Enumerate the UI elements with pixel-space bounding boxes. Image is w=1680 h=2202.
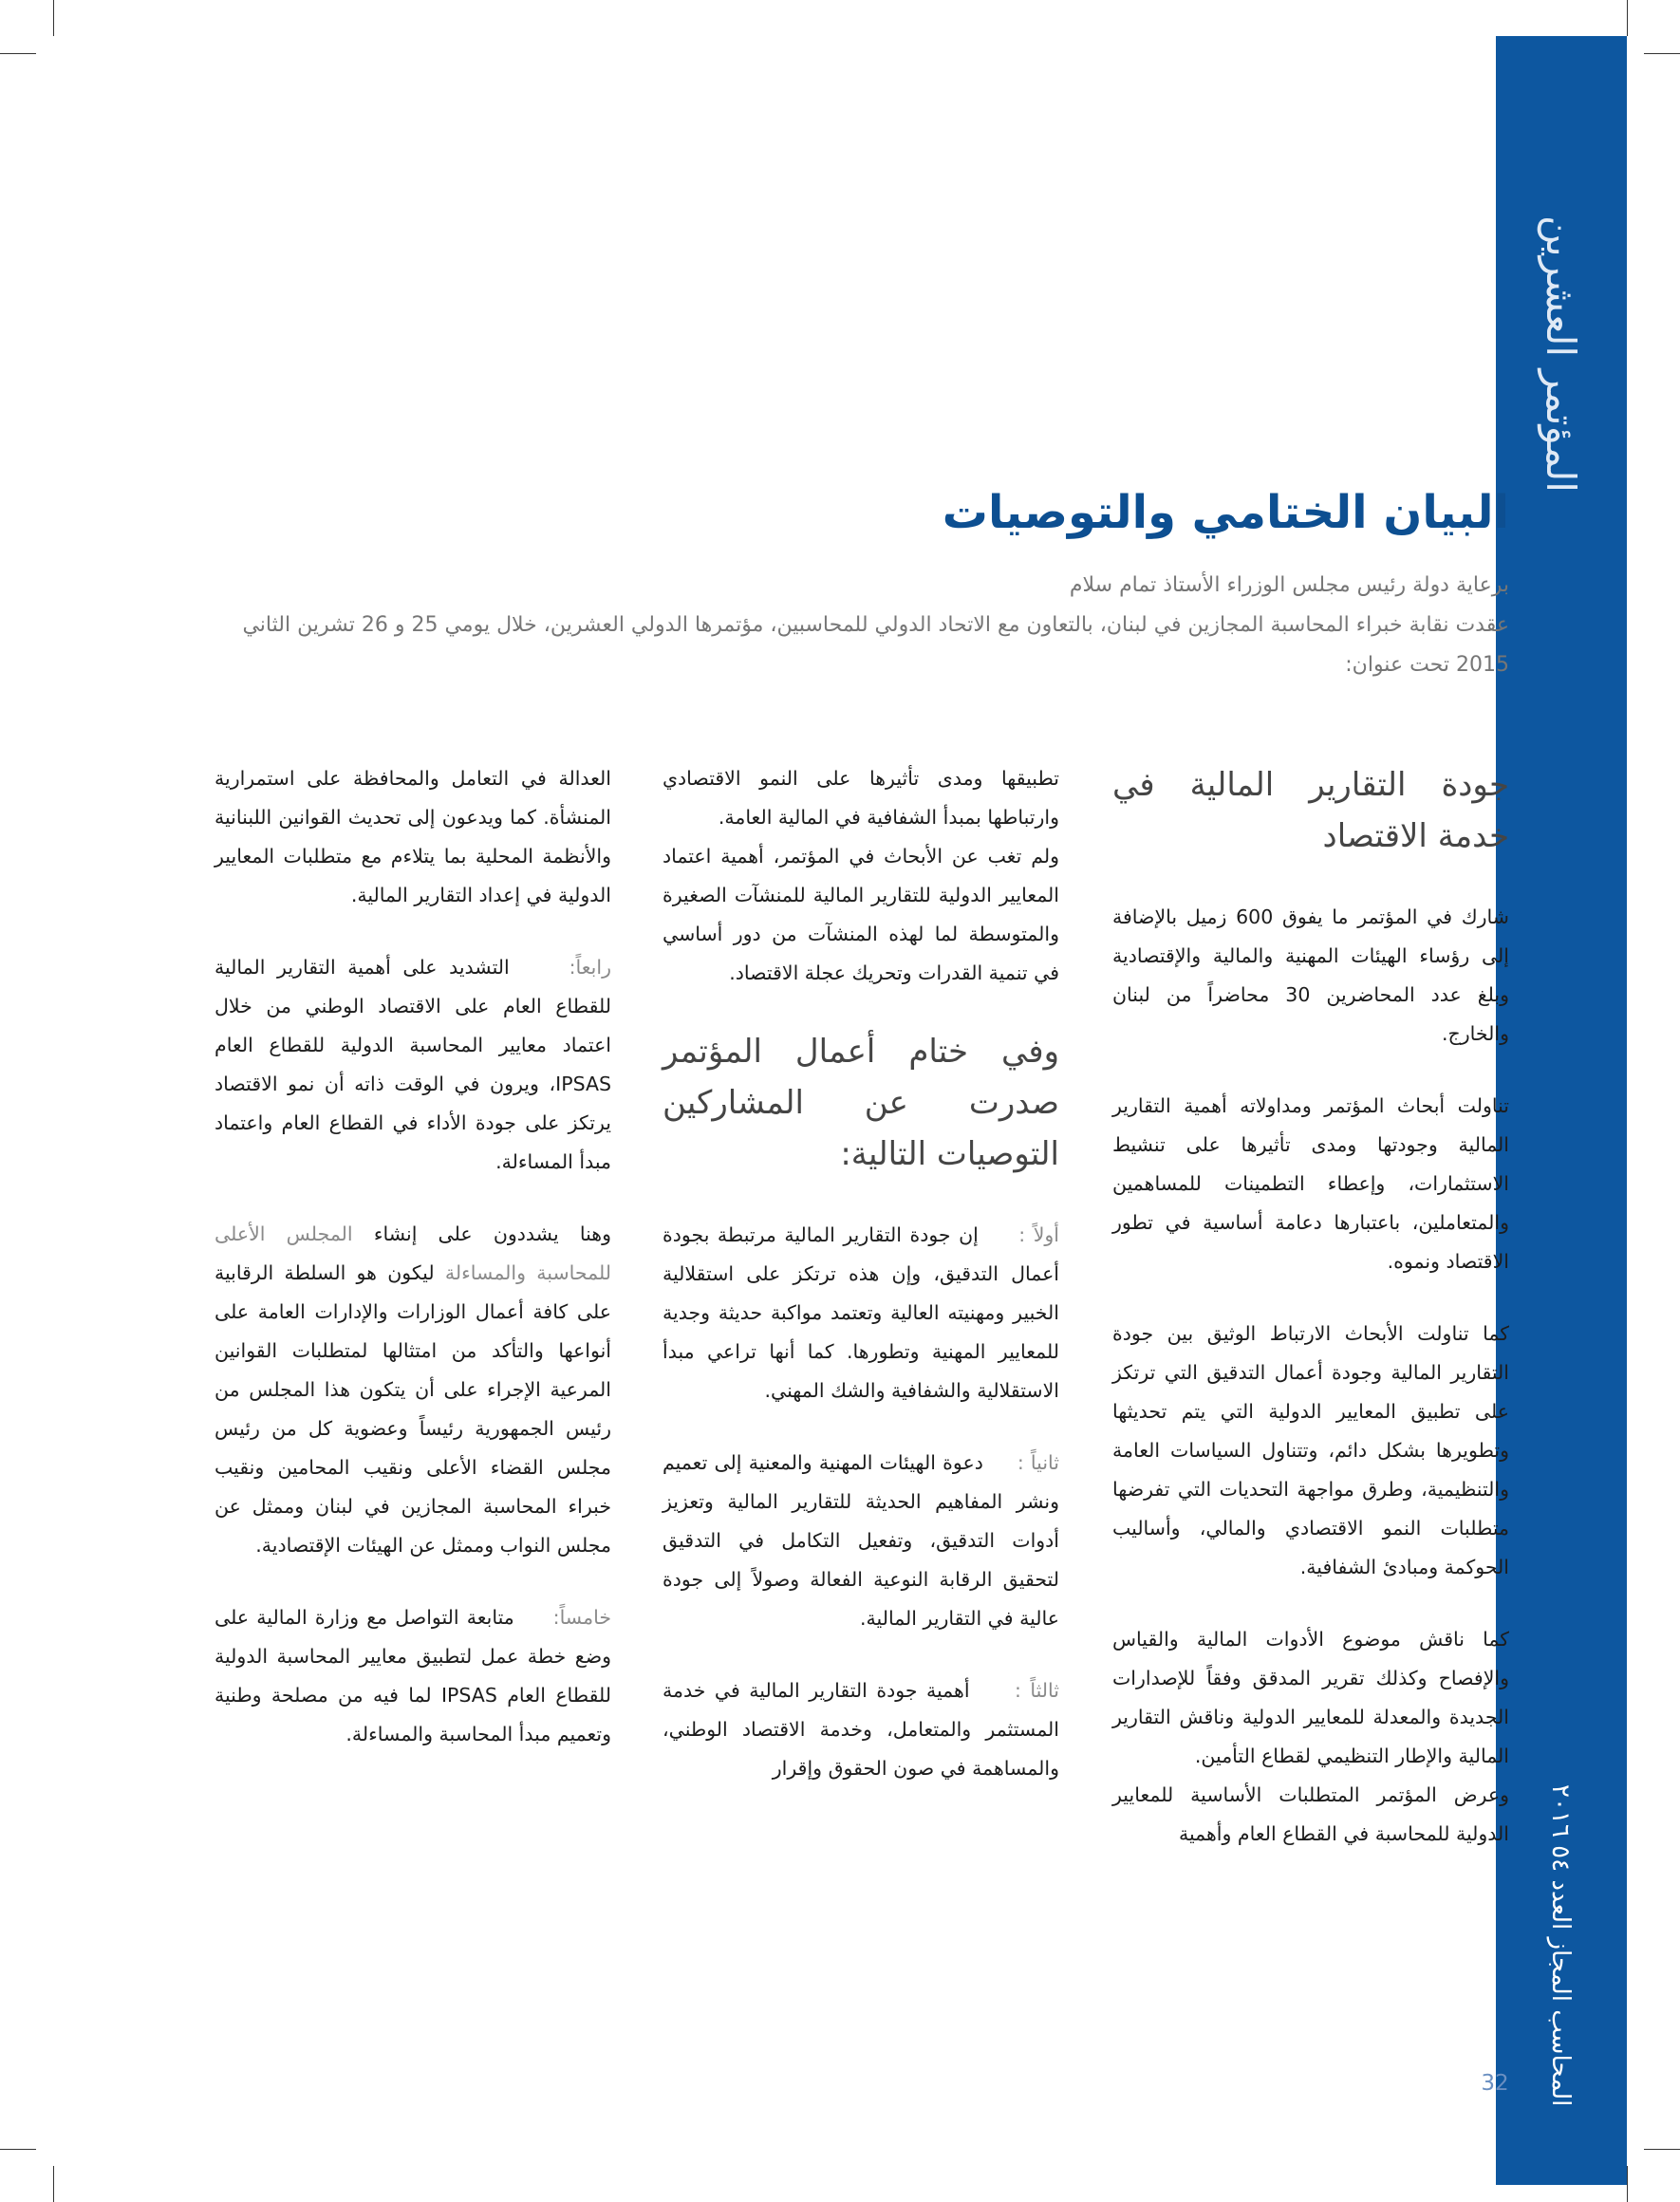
- crop-mark: [1644, 53, 1680, 54]
- column-3: [215, 759, 611, 1787]
- council-name: المجلس الأعلى للمحاسبة والمساءلة: [215, 1222, 611, 1284]
- recommendation-label: ثانياً :: [1017, 1451, 1060, 1474]
- column-1: [1112, 759, 1509, 1887]
- intro-body: عقدت نقابة خبراء المحاسبة المجازين في لبنان، بالتعاون مع الاتحاد الدولي للمحاسبين، مؤتمرها الدولي العشرين، خلال يومي 25 و 26 تشرين الثاني 2015 تحت عنوان:: [242, 613, 1509, 677]
- crop-mark: [1627, 0, 1628, 36]
- patronage-line: برعاية دولة رئيس مجلس الوزراء الأستاذ تمام سلام: [1069, 573, 1509, 597]
- recommendation-text: التشديد على أهمية التقارير المالية للقطاع العام على الاقتصاد الوطني من خلال اعتماد معايير المحاسبة الدولية للقطاع العام IPSAS، ويرون في الوقت ذاته أن نمو الاقتصاد يرتكز على جودة الأداء في القطاع العام واعتماد مبدأ المساءلة.: [215, 956, 611, 1173]
- recommendation-text: دعوة الهيئات المهنية والمعنية إلى تعميم ونشر المفاهيم الحديثة للتقارير المالية وتعزيز أدوات التدقيق، وتفعيل التكامل في التدقيق لتحقيق الرقابة النوعية الفعالة وصولاً إلى جودة عالية في التقارير المالية.: [663, 1451, 1059, 1630]
- page-title: البيان الختامي والتوصيات: [942, 486, 1509, 539]
- recommendation-5: [215, 1598, 611, 1754]
- recommendation-label: ثالثاً :: [1014, 1679, 1059, 1702]
- paragraph: وعرض المؤتمر المتطلبات الأساسية للمعايير الدولية للمحاسبة في القطاع العام وأهمية: [1112, 1783, 1509, 1845]
- recommendation-label: أولاً :: [1018, 1223, 1059, 1246]
- crop-mark: [1627, 2166, 1628, 2202]
- paragraph: تطبيقها ومدى تأثيرها على النمو الاقتصادي وارتباطها بمبدأ الشفافية في المالية العامة.: [663, 767, 1059, 829]
- recommendations-heading: وفي ختام أعمال المؤتمر صدرت عن المشاركين التوصيات التالية:: [663, 1033, 1059, 1173]
- council-text-start: وهنا يشددون على إنشاء: [373, 1222, 611, 1245]
- recommendation-1: [663, 1216, 1059, 1410]
- crop-mark: [0, 2149, 36, 2150]
- recommendation-3: [663, 1671, 1059, 1788]
- paragraph: العدالة في التعامل والمحافظة على استمرارية المنشأة. كما ويدعون إلى تحديث القوانين اللبنانية والأنظمة المحلية بما يتلاءم مع متطلبات المعايير الدولية في إعداد التقارير المالية.: [215, 767, 611, 906]
- column-2: [663, 759, 1059, 1821]
- crop-mark: [0, 53, 36, 54]
- paragraph: كما ناقش موضوع الأدوات المالية والقياس والإفصاح وكذلك تقرير المدقق وفقاً للإصدارات الجديدة والمعدلة للمعايير الدولية وناقش التقارير المالية والإطار التنظيمي لقطاع التأمين.: [1112, 1628, 1509, 1767]
- intro: [190, 566, 1509, 685]
- paragraph: تناولت أبحاث المؤتمر ومداولاته أهمية التقارير المالية وجودتها ومدى تأثيرها على تنشيط الاستثمارات، وإعطاء التطمينات للمساهمين والمتعاملين، باعتبارها دعامة أساسية في تطور الاقتصاد ونموه.: [1112, 1094, 1509, 1273]
- magazine-footer: المحاسب المجاز العدد ٥٤ ٢٠١٦: [1546, 1784, 1575, 2107]
- conference-title: المؤتمر العشرين: [1538, 215, 1584, 493]
- paragraph: شارك في المؤتمر ما يفوق 600 زميل بالإضافة إلى رؤساء الهيئات المهنية والمالية والإقتصادية وبلغ عدد المحاضرين 30 محاضراً من لبنان والخارج.: [1112, 905, 1509, 1045]
- crop-mark: [1644, 2149, 1680, 2150]
- recommendation-label: خامساً:: [552, 1606, 611, 1629]
- recommendation-4: [215, 948, 611, 1182]
- sidebar: [1496, 36, 1627, 2185]
- page-number: 32: [1481, 2071, 1509, 2096]
- recommendation-label: رابعاً:: [569, 956, 611, 979]
- paragraph: كما تناولت الأبحاث الارتباط الوثيق بين جودة التقارير المالية وجودة أعمال التدقيق التي ترتكز على تطبيق المعايير الدولية التي يتم تحديثها وتطويرها بشكل دائم، وتتناول السياسات العامة والتنظيمية، وطرق مواجهة التحديات التي تفرضها متطلبات النمو الاقتصادي والمالي، وأساليب الحوكمة ومبادئ الشفافية.: [1112, 1322, 1509, 1578]
- council-text-end: ليكون هو السلطة الرقابية على كافة أعمال الوزارات والإدارات العامة على أنواعها والتأكد من امتثالها لمتطلبات القوانين المرعية الإجراء على أن يتكون هذا المجلس من رئيس الجمهورية رئيساً وعضوية كل من رئيس مجلس القضاء الأعلى ونقيب المحامين ونقيب خبراء المحاسبة المجازين في لبنان وممثل عن مجلس النواب وممثل عن الهيئات الإقتصادية.: [215, 1261, 611, 1557]
- council-paragraph: [215, 1215, 611, 1565]
- recommendation-text: متابعة التواصل مع وزارة المالية على وضع خطة عمل لتطبيق معايير المحاسبة الدولية للقطاع العام IPSAS لما فيه من مصلحة وطنية وتعميم مبدأ المحاسبة والمساءلة.: [215, 1606, 612, 1745]
- crop-mark: [53, 2166, 54, 2202]
- section-heading: جودة التقارير المالية في خدمة الاقتصاد: [1112, 766, 1509, 855]
- crop-mark: [53, 0, 54, 36]
- recommendation-text: إن جودة التقارير المالية مرتبطة بجودة أعمال التدقيق، وإن هذه ترتكز على استقلالية الخبير ومهنيته العالية وتعتمد مواكبة حديثة وجدية للمعايير المهنية وتطورها. كما أنها تراعي مبدأ الاستقلالية والشفافية والشك المهني.: [663, 1223, 1059, 1402]
- paragraph: ولم تغب عن الأبحاث في المؤتمر، أهمية اعتماد المعايير الدولية للتقارير المالية للمنشآت الصغيرة والمتوسطة لما لهذه المنشآت من دور أساسي في تنمية القدرات وتحريك عجلة الاقتصاد.: [663, 845, 1059, 984]
- recommendation-2: [663, 1444, 1059, 1638]
- recommendation-text: أهمية جودة التقارير المالية في خدمة المستثمر والمتعامل، وخدمة الاقتصاد الوطني، والمساهمة في صون الحقوق وإقرار: [663, 1679, 1059, 1780]
